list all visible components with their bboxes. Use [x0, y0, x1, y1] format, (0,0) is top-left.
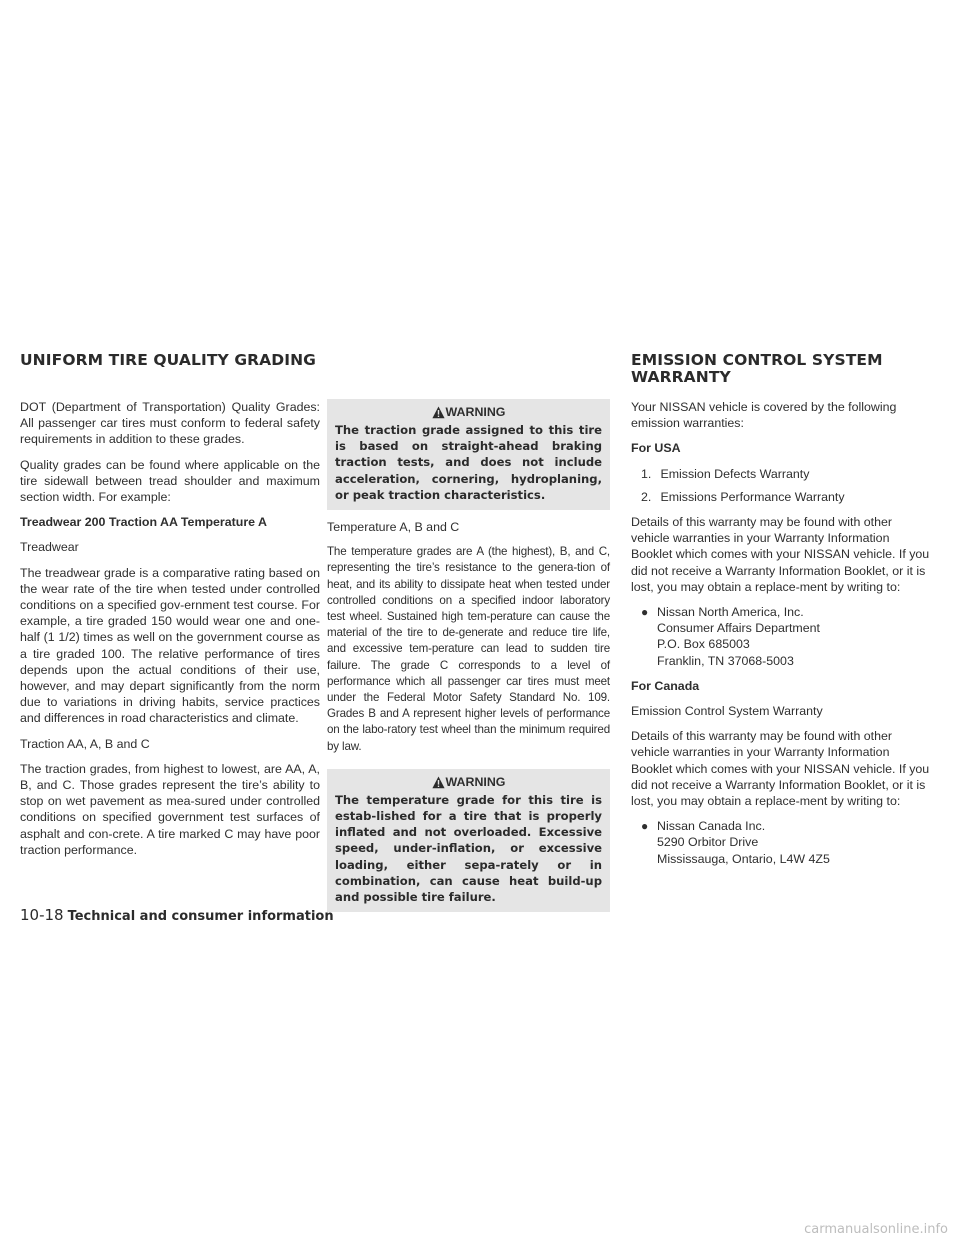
warning-label: WARNING — [445, 774, 506, 789]
address-line: P.O. Box 685003 — [657, 637, 750, 652]
usa-label: For USA — [631, 441, 681, 456]
paragraph-emission-intro: Your NISSAN vehicle is covered by the following emission warranties: — [631, 400, 897, 431]
paragraph-warranty-details-canada: Details of this warranty may be found with other vehicle warranties in your Warranty Information Booklet which comes with your NISSAN vehicle. If you did not receive a Warranty Information Booklet, or it is lost, you may obtain a replace-ment by writing to: — [631, 729, 930, 809]
list-item-text: Emission Defects Warranty — [660, 466, 810, 481]
warning-icon — [432, 776, 445, 789]
canada-warranty-name: Emission Control System Warranty — [631, 704, 823, 719]
warning-header — [335, 403, 602, 421]
treadwear-label: Treadwear — [20, 540, 79, 555]
column-right — [631, 399, 930, 876]
page-footer — [20, 905, 334, 925]
address-line: Nissan Canada Inc. — [657, 819, 766, 834]
warning-label: WARNING — [445, 405, 506, 419]
chapter-title: Technical and consumer information — [67, 909, 334, 924]
traction-label: Traction AA, A, B and C — [20, 736, 150, 751]
paragraph-dot-grades: DOT (Department of Transportation) Quality Grades: All passenger car tires must conform to federal safety requirements in addition to these grades. — [20, 400, 320, 447]
paragraph-traction: The traction grades, from highest to lowest, are AA, A, B, and C. Those grades represent the tire’s ability to stop on wet pavement as mea-sured under controlled conditions on specified government test surfaces of asphalt and con-crete. A tire marked C may have poor traction performance. — [20, 761, 320, 857]
list-item — [631, 466, 930, 482]
paragraph-temperature: The temperature grades are A (the highest), B, and C, representing the tire’s resistance to the genera-tion of heat, and its ability to dissipate heat when tested under controlled conditions on a specified indoor laboratory test wheel. Sustained high tem-perature can cause the material of the tire to de-generate and reduce tire life, and excessive tem-perature can lead to sudden tire failure. The grade C corresponds to a level of performance which all passenger car tires must meet under the Federal Motor Safety Standard No. 109. Grades B and A represent higher levels of performance on the labo-ratory test wheel than the minimum required by law. — [327, 545, 610, 753]
bullet-icon: ● — [641, 819, 649, 834]
list-number: 2. — [641, 489, 652, 504]
address-line: Nissan North America, Inc. — [657, 605, 804, 620]
address-usa — [631, 604, 930, 669]
paragraph-treadwear: The treadwear grade is a comparative rating based on the wear rate of the tire when tested under controlled conditions on a specified gov-ernment test course. For example, a tire graded 150 would wear one and one-half (1 1/2) times as well on the government course as a tire graded 100. The relative performance of tires depends upon the actual conditions of their use, however, and may depart significantly from the norm due to variations in driving habits, service practices and differences in road characteristics and climate. — [20, 565, 320, 726]
warning-box-temperature — [327, 769, 610, 912]
list-item — [631, 489, 930, 505]
warning-box-traction — [327, 399, 610, 510]
temperature-label: Temperature A, B and C — [327, 520, 460, 535]
address-canada — [631, 818, 930, 867]
address-line: Mississauga, Ontario, L4W 4Z5 — [657, 851, 830, 866]
address-line: Franklin, TN 37068-5003 — [657, 653, 794, 668]
warning-text-traction: The traction grade assigned to this tire is based on straight-ahead braking traction tests, and does not include acceleration, cornering, hydroplaning, or peak traction characteristics. — [335, 423, 602, 502]
bullet-icon: ● — [641, 605, 649, 620]
paragraph-grade-location: Quality grades can be found where applicable on the tire sidewall between tread shoulder and maximum section width. For example: — [20, 457, 320, 505]
address-line: 5290 Orbitor Drive — [657, 835, 759, 850]
address-line: Consumer Affairs Department — [657, 621, 820, 636]
column-middle — [327, 399, 610, 921]
list-item-text: Emissions Performance Warranty — [660, 489, 845, 504]
section-heading-emission-warranty: EMISSION CONTROL SYSTEM WARRANTY — [631, 351, 883, 386]
page-number: 10-18 — [20, 906, 64, 924]
warning-header — [335, 773, 602, 791]
warning-icon — [432, 406, 445, 419]
canada-label: For Canada — [631, 678, 700, 693]
column-left — [20, 399, 320, 867]
paragraph-warranty-details-usa: Details of this warranty may be found with other vehicle warranties in your Warranty Information Booklet which comes with your NISSAN vehicle. If you did not receive a Warranty Information Booklet, or it is lost, you may obtain a replace-ment by writing to: — [631, 515, 930, 594]
list-number: 1. — [641, 466, 652, 481]
section-heading-tire-grading: UNIFORM TIRE QUALITY GRADING — [20, 351, 317, 369]
warning-text-temperature: The temperature grade for this tire is estab-lished for a tire that is properly inflated and not overloaded. Excessive speed, under-inflation, or excessive loading, either sepa-rately or in combination, can cause heat build-up and possible tire failure. — [335, 792, 602, 905]
grade-example: Treadwear 200 Traction AA Temperature A — [20, 515, 267, 530]
watermark: carmanualsonline.info — [804, 1222, 948, 1237]
